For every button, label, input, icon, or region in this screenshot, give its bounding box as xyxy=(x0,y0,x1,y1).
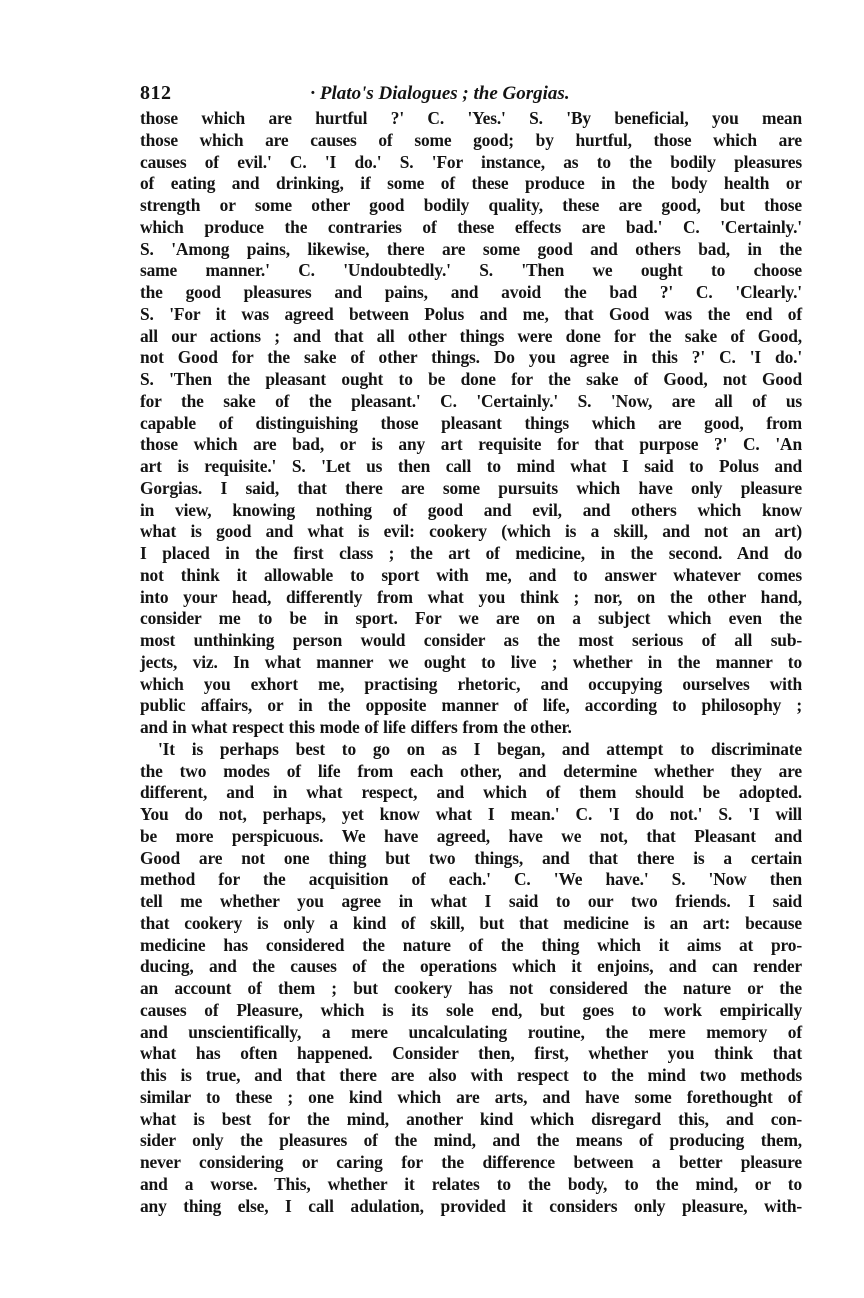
text-line: not think it allowable to sport with me, and to answer whatever comes xyxy=(140,564,802,585)
text-line: I placed in the first class ; the art of medicine, in the second. And do xyxy=(140,543,802,563)
text-line: S. 'For it was agreed between Polus and me, that Good was the end of xyxy=(140,303,802,324)
text-line: any thing else, I call adulation, provided it considers only pleasure, with- xyxy=(140,1195,802,1216)
text-line: different, and in what respect, and which of them should be adopted. xyxy=(140,782,802,803)
text-line: those which are causes of some good; by hurtful, those which are xyxy=(140,129,802,150)
text-line: what is good and what is evil: cookery (which is a skill, and not an art) xyxy=(140,521,802,542)
text-line: sider only the pleasures of the mind, and the means of producing them, xyxy=(140,1130,802,1151)
text-line: that cookery is only a kind of skill, but that medicine is an art: because xyxy=(140,912,802,933)
text-line: similar to these ; one kind which are arts, and have some forethought of xyxy=(140,1086,802,1107)
paragraph-start-line: 'It is perhaps best to go on as I began, and attempt to discriminate xyxy=(158,738,802,759)
text-line: art is requisite.' S. 'Let us then call to mind what I said to Polus and xyxy=(140,456,802,476)
text-line: this is true, and that there are also with respect to the mind two methods xyxy=(140,1065,802,1085)
text-line: what has often happened. Consider then, first, whether you think that xyxy=(140,1043,802,1064)
text-line: into your head, differently from what you think ; nor, on the other hand, xyxy=(140,586,802,607)
text-line: all our actions ; and that all other things were done for the sake of Good, xyxy=(140,325,802,346)
text-line: medicine has considered the nature of the thing which it aims at pro- xyxy=(140,934,802,955)
body-text xyxy=(140,108,802,1217)
text-line: jects, viz. In what manner we ought to live ; whether in the manner to xyxy=(140,651,802,672)
text-line: and unscientifically, a mere uncalculating routine, the mere memory of xyxy=(140,1021,802,1042)
text-line: and a worse. This, whether it relates to the body, to the mind, or to xyxy=(140,1173,802,1194)
text-line: S. 'Then the pleasant ought to be done for the sake of Good, not Good xyxy=(140,369,802,389)
running-title: · Plato's Dialogues ; the Gorgias. xyxy=(310,83,570,104)
text-line: tell me whether you agree in what I said to our two friends. I said xyxy=(140,891,802,911)
text-line: You do not, perhaps, yet know what I mean.' C. 'I do not.' S. 'I will xyxy=(140,804,802,824)
text-line: which produce the contraries of these effects are bad.' C. 'Certainly.' xyxy=(140,216,802,237)
text-line: Gorgias. I said, that there are some pursuits which have only pleasure xyxy=(140,477,802,498)
text-line: causes of evil.' C. 'I do.' S. 'For instance, as to the bodily pleasures xyxy=(140,151,802,172)
text-line: S. 'Among pains, likewise, there are some good and others bad, in the xyxy=(140,238,802,259)
paragraph-end-line: and in what respect this mode of life differs from the other. xyxy=(140,717,572,737)
text-line: consider me to be in sport. For we are on a subject which even the xyxy=(140,608,802,629)
text-line: ducing, and the causes of the operations which it enjoins, and can render xyxy=(140,956,802,977)
text-line: causes of Pleasure, which is its sole end, but goes to work empirically xyxy=(140,999,802,1020)
text-line: those which are bad, or is any art requisite for that purpose ?' C. 'An xyxy=(140,434,802,455)
text-line: those which are hurtful ?' C. 'Yes.' S. 'By beneficial, you mean xyxy=(140,108,802,128)
text-line: which you exhort me, practising rhetoric, and occupying ourselves with xyxy=(140,673,802,694)
text-line: method for the acquisition of each.' C. 'We have.' S. 'Now then xyxy=(140,869,802,890)
text-line: the two modes of life from each other, and determine whether they are xyxy=(140,760,802,781)
text-line: public affairs, or in the opposite manner of life, according to philosophy ; xyxy=(140,695,802,716)
text-line: Good are not one thing but two things, and that there is a certain xyxy=(140,847,802,868)
page-header xyxy=(140,82,740,108)
text-line: most unthinking person would consider as the most serious of all sub- xyxy=(140,630,802,650)
text-line: not Good for the sake of other things. Do you agree in this ?' C. 'I do.' xyxy=(140,347,802,368)
text-line: in view, knowing nothing of good and evil, and others which know xyxy=(140,499,802,520)
text-line: capable of distinguishing those pleasant things which are good, from xyxy=(140,412,802,433)
text-line: same manner.' C. 'Undoubtedly.' S. 'Then we ought to choose xyxy=(140,260,802,281)
text-line: of eating and drinking, if some of these produce in the body health or xyxy=(140,173,802,194)
text-line: an account of them ; but cookery has not considered the nature or the xyxy=(140,978,802,998)
text-line: the good pleasures and pains, and avoid the bad ?' C. 'Clearly.' xyxy=(140,282,802,302)
text-line: strength or some other good bodily quality, these are good, but those xyxy=(140,195,802,215)
text-line: be more perspicuous. We have agreed, have we not, that Pleasant and xyxy=(140,825,802,846)
text-line: never considering or caring for the difference between a better pleasure xyxy=(140,1152,802,1172)
page-number: 812 xyxy=(140,82,172,104)
text-line: what is best for the mind, another kind which disregard this, and con- xyxy=(140,1108,802,1129)
text-line: for the sake of the pleasant.' C. 'Certainly.' S. 'Now, are all of us xyxy=(140,390,802,411)
